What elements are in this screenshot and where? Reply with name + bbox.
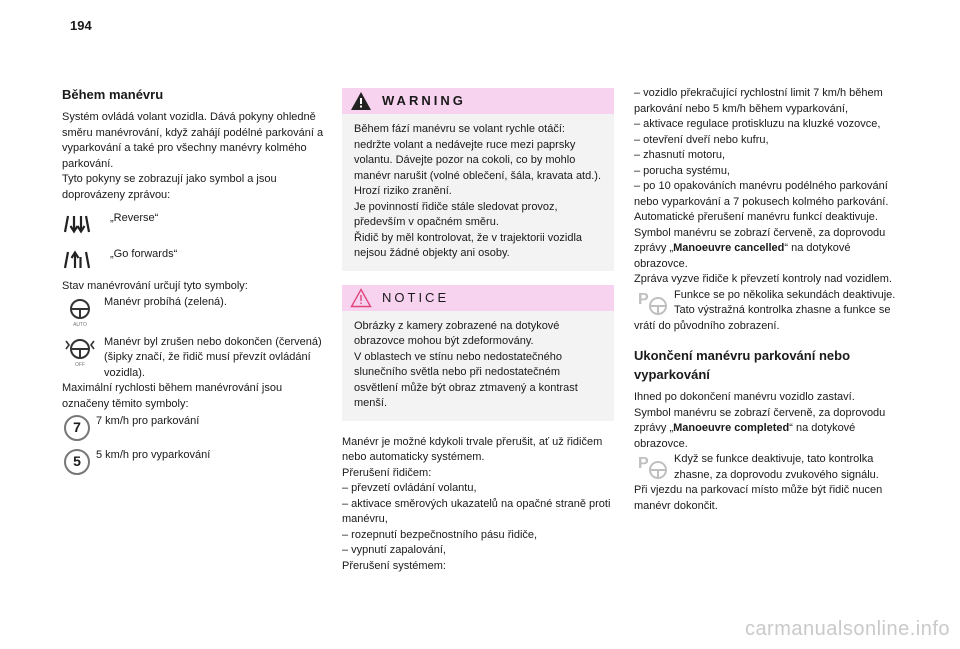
section-heading-during-maneuver: Během manévru [62,87,164,102]
driver-item: – rozepnutí bezpečnostního pásu řidiče, [342,528,538,541]
end-deactivate-row [634,452,896,483]
forwards-steering-icon [62,245,110,275]
steering-wheel-auto-icon [62,295,102,329]
system-item: – otevření dveří nebo kufru, [634,133,769,146]
park-assist-warning-icon [634,288,672,318]
column-middle [342,88,614,574]
speed-5-icon [62,448,96,476]
status-active-row [62,295,324,335]
speed-7-label: 7 km/h pro parkování [96,415,200,427]
reverse-label: „Reverse“ [110,212,159,224]
system-item: – aktivace regulace protiskluzu na kluzké vozovce, [634,118,881,130]
warning-text-1: Během fází manévru se volant rychle otáčí: nedržte volant a nedávejte ruce mezi paprsky volantu. Dávejte pozor na cokoli, co by mohlo manévr narušit (volné oblečení, šála, kravata atd.). Hrozí riziko zranění. [354,123,602,197]
speed-7-number: 7 [73,419,81,436]
column-left [62,86,324,476]
driver-item: – vypnutí zapalování, [342,544,446,556]
svg-text:P: P [638,290,649,308]
forwards-label: „Go forwards“ [110,248,178,260]
warning-text-2: Je povinností řidiče stále sledovat provoz, především v opačném směru. [354,200,558,228]
symbol-completed-text: Symbol manévru se zobrazí červeně, za doprovodu zprávy „Manoeuvre completed“ na dotykové obrazovce. [634,406,886,450]
speed-7-icon [62,414,96,442]
speed7-row [62,414,324,442]
notice-title: NOTICE [382,289,450,305]
warning-body [342,114,614,271]
warning-header [342,88,614,114]
notice-triangle-icon [350,288,372,308]
watermark: carmanualsonline.info [744,618,950,640]
final-text: Při vjezdu na parkovací místo může být řidič nucen manévr dokončit. [634,484,883,512]
system-interrupt-heading: Přerušení systémem: [342,559,446,572]
reverse-row [62,209,324,239]
reverse-steering-icon [62,209,110,239]
page-number: 194 [70,18,92,33]
symbol-cancelled-text: Symbol manévru se zobrazí červeně, za doprovodu zprávy „Manoeuvre cancelled“ na dotykové obrazovce. [634,226,886,270]
status-off-row [62,335,324,382]
manoeuvre-cancelled-message: Manoeuvre cancelled [673,242,785,254]
off-icon-text: OFF [75,361,85,368]
speed-intro: Maximální rychlosti během manévrování jsou označeny těmito symboly: [62,382,283,410]
column-right [634,86,896,514]
system-item: – po 10 opakováních manévru podélného parkování nebo vyparkování a 7 pokusech kolmého parkování. [634,180,889,208]
takeover-text: Zpráva vyzve řidiče k převzetí kontroly nad vozidlem. [634,273,892,285]
notice-box [342,285,614,421]
notice-header [342,285,614,311]
end-deactivate-text: Když se funkce deaktivuje, tato kontrolka zhasne, za doprovodu zvukového signálu. [674,453,879,481]
notice-text-1: Obrázky z kamery zobrazené na dotykové obrazovce mohou být zdeformovány. [354,319,560,347]
steering-wheel-off-icon [62,335,102,369]
warning-triangle-icon [350,91,372,111]
end-text: Ihned po dokončení manévru vozidlo zastaví. [634,391,855,403]
auto-icon-text: AUTO [73,321,87,328]
speed-5-number: 5 [73,453,81,470]
warning-box [342,88,614,271]
status-intro: Stav manévrování určují tyto symboly: [62,280,248,292]
intro-text: Systém ovládá volant vozidla. Dává pokyny ohledně směru manévrování, když zahájí podélné parkování a vyparkování a také pro všechny manévry kolmého parkování. [62,111,324,170]
manoeuvre-completed-message: Manoeuvre completed [673,422,790,434]
instruct-text: Tyto pokyny se zobrazují jako symbol a jsou doprovázeny zprávou: [62,173,277,201]
warning-title: WARNING [382,93,466,109]
speed5-row [62,448,324,476]
driver-interrupt-heading: Přerušení řidičem: [342,466,432,479]
park-assist-warning-icon [634,452,672,482]
status-off-text: Manévr byl zrušen nebo dokončen (červená) (šipky značí, že řidič musí převzít ovládání vozidla). [104,335,322,379]
forwards-row [62,245,324,275]
system-item: – zhasnutí motoru, [634,149,726,161]
speed-5-label: 5 km/h pro vyparkování [96,449,211,461]
deactivate-row [634,288,896,335]
system-item: – vozidlo překračující rychlostní limit 7 km/h během parkování nebo 5 km/h během vyparkování, [634,87,883,115]
deactivate-text: Funkce se po několika sekundách deaktivuje. Tato výstražná kontrolka zhasne a funkce se vrátí do původního zobrazení. [634,288,896,332]
warning-text-3: Řidič by měl kontrolovat, že v trajektorii vozidla nejsou žádné objekty ani osoby. [354,231,583,259]
section-heading-end-maneuver: Ukončení manévru parkování nebo vyparkování [634,348,851,382]
notice-body [342,311,614,421]
notice-text-2: V oblastech ve stínu nebo nedostatečného slunečního světla nebo při nedostatečném osvětlení může být obraz ztmavený a kontrast menší. [354,350,578,409]
interrupt-intro: Manévr je možné kdykoli trvale přerušit, ať už řidičem nebo automaticky systémem. [342,435,603,463]
svg-text:P: P [638,455,649,472]
driver-item: – převzetí ovládání volantu, [342,482,477,494]
auto-stop-text: Automatické přerušení manévru funkcí deaktivuje. [634,211,878,223]
driver-item: – aktivace směrových ukazatelů na opačné straně proti manévru, [342,497,611,525]
system-item: – porucha systému, [634,164,730,177]
status-active-text: Manévr probíhá (zelená). [104,295,227,308]
